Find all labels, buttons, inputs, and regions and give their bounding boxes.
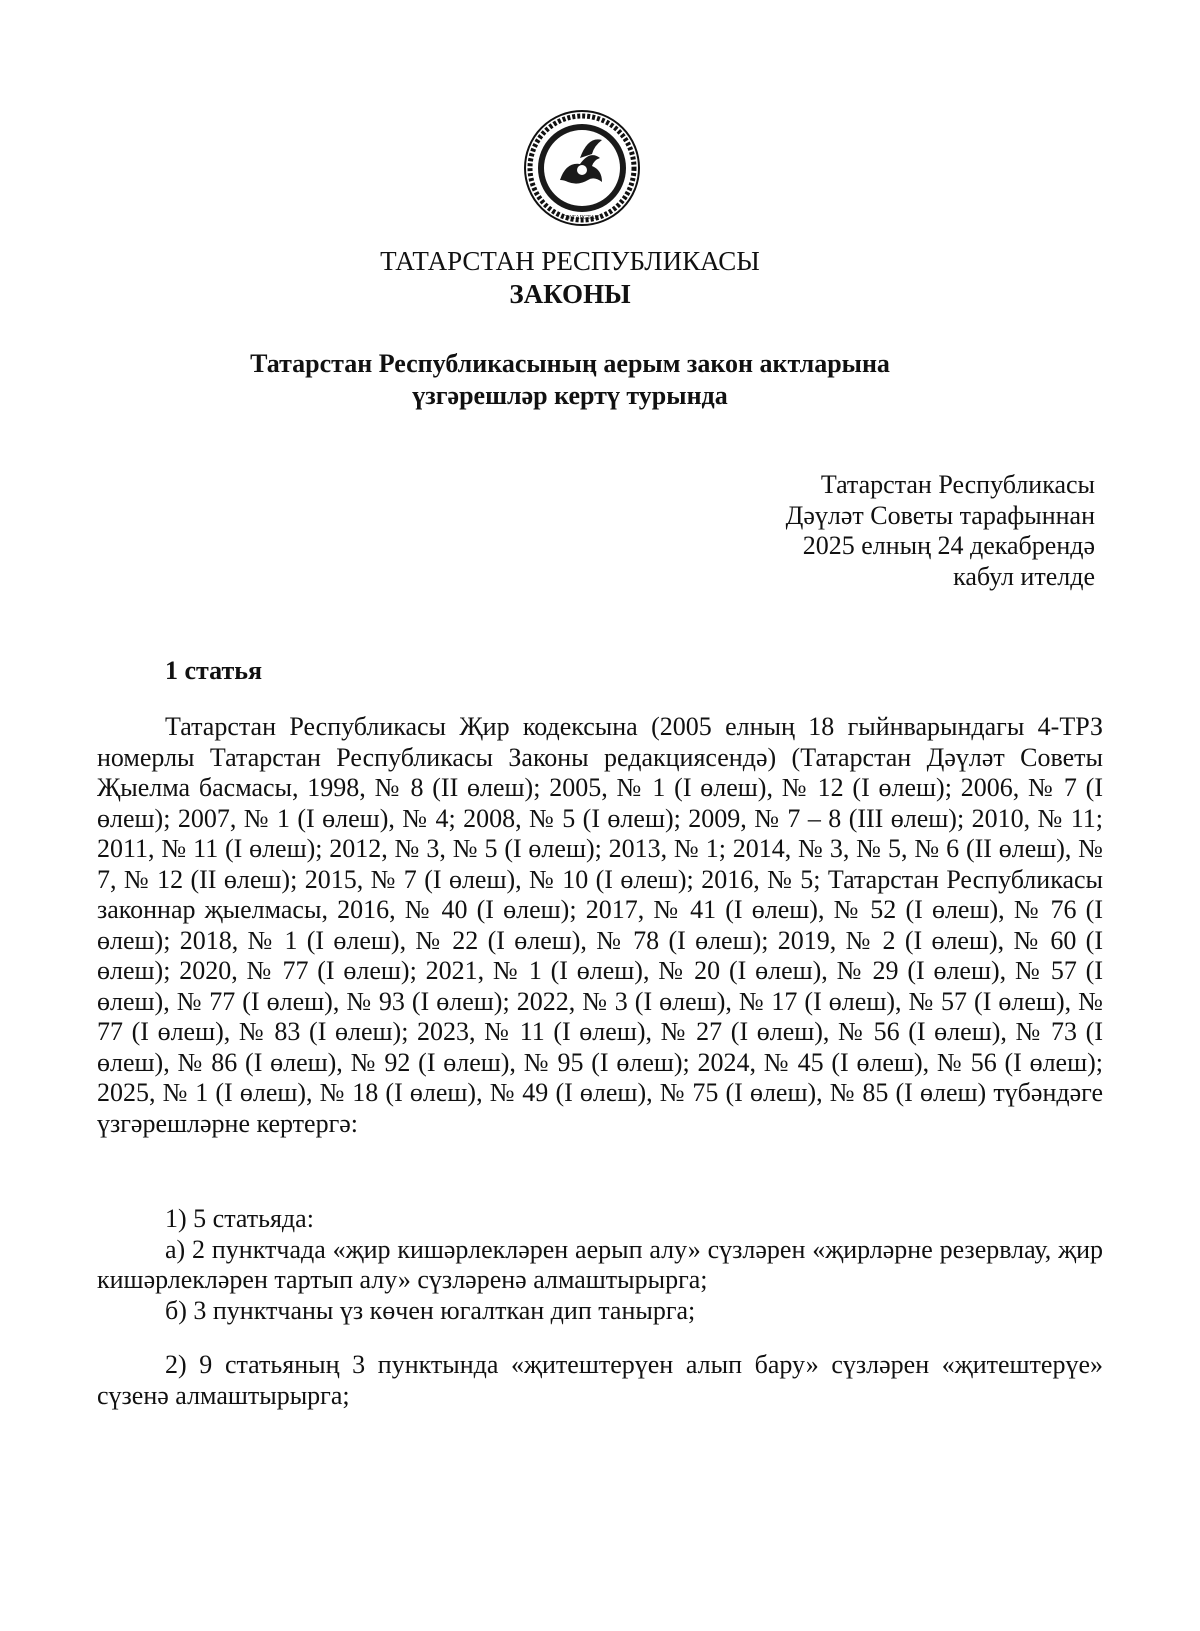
adoption-line-2: Дәүләт Советы тарафыннан [785,500,1095,530]
adoption-line-1: Татарстан Республикасы [820,470,1095,499]
adoption-line-3: 2025 елның 24 декабрендә [802,531,1095,560]
emblem-text: ТАТАРСТАН [564,215,600,221]
adoption-line-4: кабул ителде [953,561,1095,591]
item-2: 2) 9 статьяның 3 пунктында «җитештерүен алып бару» сүзләрен «җитештерүе» сүзенә алмаштырырга; [97,1350,1103,1410]
item-1: 1) 5 статьяда: [165,1204,314,1233]
header-law: ЗАКОНЫ [509,279,631,309]
article-heading: 1 статья [165,656,263,685]
item-1a: а) 2 пунктчада «җир кишәрлекләрен аерып алу» сүзләрен «җирләрне резервлау, җир кишәрлекләрен тартып алу» сүзләренә алмаштырырга; [97,1234,1103,1294]
item-1-block [97,1204,1103,1326]
item-1b: б) 3 пунктчаны үз көчен югалткан дип танырга; [165,1295,696,1325]
title-line-2: үзгәрешләр кертү турында [412,381,728,410]
item-2-block [97,1350,1103,1411]
main-paragraph-block [97,712,1103,1139]
header-republic: ТАТАРСТАН РЕСПУБЛИКАСЫ [380,246,760,276]
main-paragraph: Татарстан Республикасы Җир кодексына (2005 елның 18 гыйнварындагы 4-ТРЗ номерлы Татарстан Республикасы Законы редакциясендә) (Татарстан Дәүләт Советы Җыелма басмасы, 1998, № 8 (II өлеш); 2005, № 1 (I өлеш), № 12 (I өлеш); 2006, № 7 (I өлеш); 2007, № 1 (I өлеш), № 4; 2008, № 5 (I өлеш); 2009, № 7 – 8 (III өлеш); 2010, № 11; 2011, № 11 (I өлеш); 2012, № 3, № 5 (I өлеш); 2013, № 1; 2014, № 3, № 5, № 6 (II өлеш), № 7, № 12 (II өлеш); 2015, № 7 (I өлеш), № 10 (I өлеш); 2016, № 5; Татарстан Республикасы законнар җыелмасы, 2016, № 40 (I өлеш); 2017, № 41 (I өлеш), № 52 (I өлеш), № 76 (I өлеш); 2018, № 1 (I өлеш), № 22 (I өлеш), № 78 (I өлеш); 2019, № 2 (I өлеш), № 60 (I өлеш); 2020, № 77 (I өлеш); 2021, № 1 (I өлеш), № 20 (I өлеш), № 29 (I өлеш), № 57 (I өлеш), № 77 (I өлеш), № 93 (I өлеш); 2022, № 3 (I өлеш), № 17 (I өлеш), № 57 (I өлеш), № 77 (I өлеш), № 83 (I өлеш); 2023, № 11 (I өлеш), № 27 (I өлеш), № 56 (I өлеш), № 73 (I өлеш), № 86 (I өлеш), № 92 (I өлеш), № 95 (I өлеш); 2024, № 45 (I өлеш), № 56 (I өлеш); 2025, № 1 (I өлеш), № 18 (I өлеш), № 49 (I өлеш), № 75 (I өлеш), № 85 (I өлеш) түбәндәге үзгәрешләрне кертергә: [97,712,1103,1138]
tatarstan-emblem-icon [522,108,642,228]
title-line-1: Татарстан Республикасының аерым закон актларына [250,349,890,378]
adoption-block [786,470,1095,592]
